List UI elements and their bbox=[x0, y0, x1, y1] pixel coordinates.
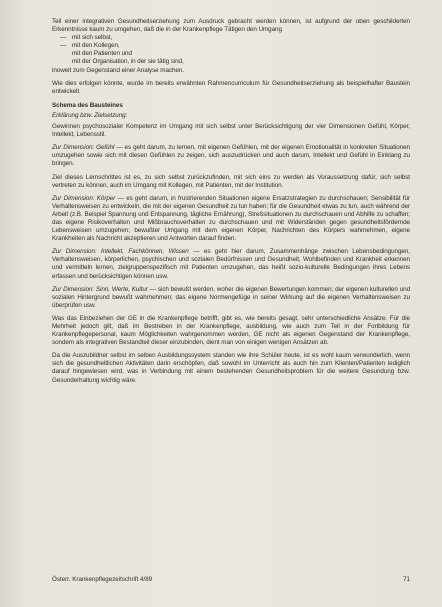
paragraph-koerper: Zur Dimension: Körper — es geht darum, in frustrierenden Situationen eigene Ersatzstrategien zu durchschauen; Sensibilität für Verhaltensweisen zu entwickeln, die mit der eigenen Gesundheit zu tun haben; für die Gesundheit etwas zu tun, auch während der Arbeit (z.B. Beispiel Spannung und Entspannung, tägliche Ernährung), Streßsituationen zu durchschauen und Abhilfe zu schaffen; das eigene Risikoverhalten und Mißbrauchsverhalten zu durchschauen und mit Widerständen gegen gesundheitsfördernde Lebensweisen umzugehen; bewußter Umgang mit dem eigenen Körper, Nachrichten des Körpers wahrnehmen, eigene Krankheiten als Nachricht akzeptieren und Antworten darauf finden. bbox=[52, 194, 410, 243]
paragraph-was: Was das Einbeziehen der GE in die Krankenpflege betrifft, gibt es, wie bereits gesagt, sehr unterschiedliche Ansätze. Für die Mehrheit jedoch gilt, daß im Bestreben in der Krankenpflege, ausbildung, wie auch zum Teil in der Fortbildung für Krankenpflegepersonal, kaum Möglichkeiten wahrgenommen werden, GE nicht als eigenen Gegenstand der Krankenpflege, sondern als integrativen Bestandteil dieser einzubinden, dient man von einigen wenigen Ansätzen ab. bbox=[52, 314, 410, 347]
dimension-label: Zur Dimension: Gefühl bbox=[52, 144, 115, 152]
section-subheading: Erklärung bzw. Zielsetzung: bbox=[52, 111, 128, 119]
dash-list bbox=[52, 34, 410, 66]
paragraph-intellekt: Zur Dimension: Intellekt, Fachkönnen, Wissen — es geht hier darum, Zusammenhänge zwischen Lebensbedingungen, Verhaltensweisen, körperlichen, psychischen und sozialen Bedürfnissen und Gesundheit, Wohlbefinden und Krankheit erkennen und vermitteln lernen, zielgruppenspezifisch mit Patienten umzugehen, das heißt sozio-kulturelle Bedingungen ihres Lebens erfassen und berücksichtigen können usw. bbox=[52, 248, 410, 280]
list-item: — mit sich selbst, bbox=[60, 34, 113, 42]
paragraph-die: Da die Auszubildner selbst im selben Ausbildungssystem standen wie ihre Schüler heute, ist es wohl kaum verwunderlich, wenn sich die gesundheitlichen Aktivitäten darin erschöpfen, daß sowohl im Unterricht als auch hin zum Klienten/Patienten lediglich darauf hingewiesen wird, was in Verbindung mit einem bestehenden Gesundheitsproblem für die weitere Gesundung bzw. Gesunderhaltung wichtig wäre. bbox=[52, 352, 410, 384]
intro-paragraph: Teil einer integrativen Gesundheitserziehung zum Ausdruck gebracht werden können, ist aufgrund der oben geschilderten Erkenntnisse kaum zu umgehen, daß die in der Krankenpflege Tätigen den Umgang bbox=[52, 18, 410, 34]
page-number: 71 bbox=[403, 576, 410, 583]
list-item: mit den Patienten und bbox=[72, 50, 132, 58]
paragraph-gewinnen: Gewinnen psychosozialer Kompetenz im Umgang mit sich selbst unter Berücksichtigung der vier Dimensionen Gefühl, Körper, Intellekt, Lebensstil. bbox=[52, 123, 410, 139]
dimension-label: Zur Dimension: Sinn, Werte, Kultur bbox=[52, 285, 148, 293]
journal-citation: Österr. Krankenpflegezeitschrift 4/89 bbox=[52, 576, 153, 583]
paragraph-sinn: Zur Dimension: Sinn, Werte, Kultur — sich bewußt werden, woher die eigenen Bewertungen kommen; der eigenen kulturellen und sozialen Hintergrund bewußt wahrnehmen; das eigene Normengefüge in seiner Wirkung auf die eigenen Verhaltensweisen zu überprüfen usw. bbox=[52, 285, 411, 309]
dimension-label: Zur Dimension: Intellekt, Fachkönnen, Wissen bbox=[52, 248, 189, 256]
list-item: mit der Organisation, in der sie tätig sind, bbox=[72, 58, 184, 66]
paragraph-ziel: Ziel dieses Lernschrittes ist es, zu sich selbst zurückzufinden, mit sich eins zu werden als Voraussetzung dafür, sich selbst vertreten zu können, auch im Umgang mit Kollegen, mit Patienten, mit der Institution. bbox=[52, 173, 410, 189]
list-item: — mit den Kollegen, bbox=[60, 42, 120, 50]
after-list-line: inoweit zum Gegenstand einer Analyse machen. bbox=[52, 66, 184, 74]
paragraph-gefuehl: Zur Dimension: Gefühl — es geht darum, zu lernen, mit eigenen Gefühlen, mit der eigenen Emotionalität in konkreten Situationen umzugehen sowie sich mit diesen Gefühlen zu zeigen, sich auszudrücken und auch darum, Intellekt und Gefühl in Einklang zu bringen. bbox=[52, 144, 410, 168]
page-footer bbox=[52, 576, 410, 584]
dimension-label: Zur Dimension: Körper bbox=[52, 194, 116, 202]
section-heading: Schema des Bausteines bbox=[52, 101, 123, 109]
body-text bbox=[52, 18, 410, 385]
paragraph-wie: Wie dies erfolgen könnte, wurde im bereits erwähnten Rahmencurriculum für Gesundheitserziehung als beispielhafter Baustein entwickelt. bbox=[52, 79, 410, 95]
